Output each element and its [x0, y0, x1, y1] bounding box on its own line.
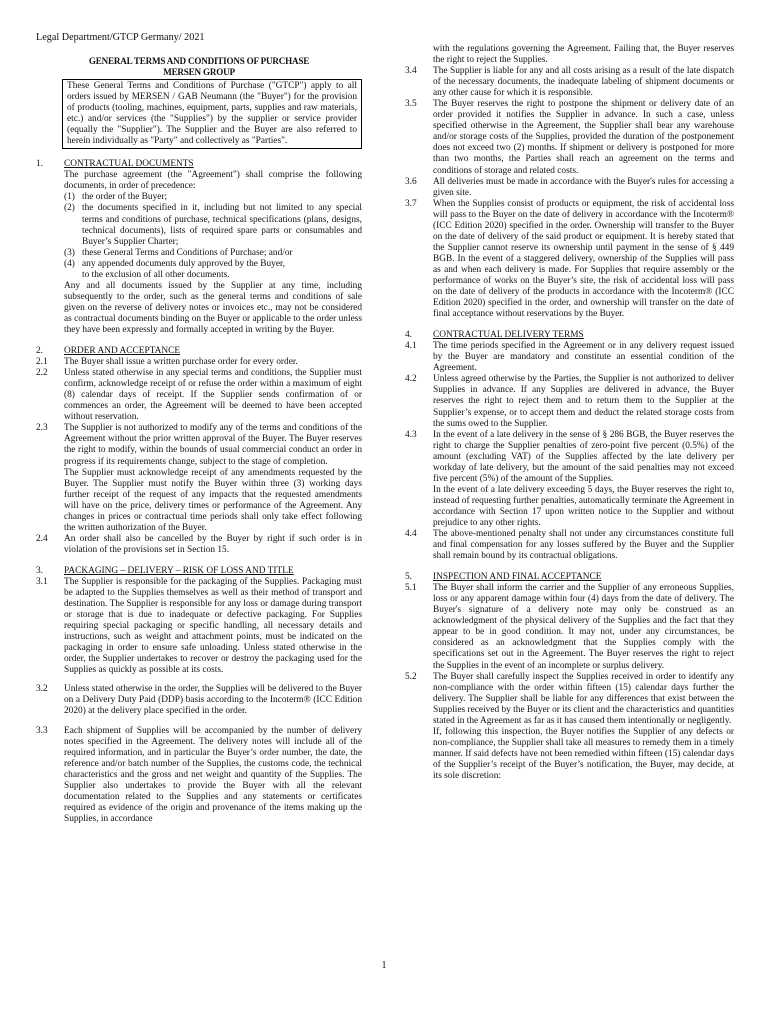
paragraph: Any and all documents issued by the Supplier at any time, including subsequently to the order, such as the general terms and conditions of sale given on the reverse of delivery notes or invoices etc., may not be considered as contractual documents binding on the Buyer or applicable to the order unless they have been expressly and formally accepted in writing by the Buyer.	[64, 280, 362, 335]
clause: 4.4 The above-mentioned penalty shall not under any circumstances constitute full and final compensation for any losses suffered by the Buyer and the Supplier shall remain bound by its contractual obligations.	[405, 529, 734, 562]
clause: 3.1 The Supplier is responsible for the packaging of the Supplies. Packaging must be adapted to the Supplies themselves as well as their method of transport and destination. The Supplier is responsible for any loss or damage during transport or storage that is due to inadequate or defective packaging. For Supplies requiring special packaging or specific handling, all necessary details and instructions, such as weight and attachment points, must be indicated on the packaging in order to ensure safe unloading. Unless stated otherwise in the order, the Supplier undertakes to recover or destroy the packaging used for the Supplies as quickly as possible at its costs.	[36, 576, 362, 676]
clause: 2.1 The Buyer shall issue a written purchase order for every order.	[36, 357, 298, 368]
section-4	[405, 330, 734, 562]
clause: 5.2 The Buyer shall carefully inspect the Supplies received in order to identify any non-compliance with the order within fifteen (15) calendar days further the delivery. The Supplier shall be liable for any differences that exist between the Supplies received by the Buyer or its client and the characteristics and quantities stated in the Agreement as far as it has caused them intentionally or negligently.	[405, 671, 734, 726]
section-number: 5.	[405, 572, 413, 583]
clause: 3.5 The Buyer reserves the right to postpone the shipment or delivery date of an order provided it notifies the Supplier in advance. In such a case, unless specified otherwise in the Agreement, the Supplier shall bear any warehouse and/or storage costs of the Supplies, provided the duration of the postponement does not exceed two (2) months. If shipment or delivery is postponed for more than two months, the Parties shall reach an agreement on the terms and conditions of storage and related costs.	[405, 99, 734, 176]
clause: 3.4 The Supplier is liable for any and all costs arising as a result of the late dispatch of the necessary documents, the inadequate labeling of shipment documents or any other cause for which it is responsible.	[405, 66, 734, 99]
section-5	[405, 572, 734, 782]
paragraph: In the event of a late delivery exceeding 5 days, the Buyer reserves the right to, instead of requesting further penalties, automatically terminate the Agreement in accordance with Section 17 upon written notice to the Supplier and without prejudice to any other rights.	[433, 484, 734, 528]
paragraph: The purchase agreement (the "Agreement") shall comprise the following documents, in order of precedence:	[64, 170, 362, 192]
section-heading: CONTRACTUAL DOCUMENTS	[64, 159, 194, 170]
left-column	[36, 56, 362, 825]
section-2	[36, 346, 362, 556]
paragraph: with the regulations governing the Agreement. Failing that, the Buyer reserves the right to reject the Supplies.	[433, 44, 734, 66]
list-item: (3) these General Terms and Conditions of Purchase; and/or	[64, 247, 293, 258]
clause: 2.2 Unless stated otherwise in any special terms and conditions, the Supplier must confirm, acknowledge receipt of or refuse the order within a maximum of eight (8) calendar days of receipt. If the Supplier sends confirmation of or commences an order, the Agreement will be deemed to have been accepted without reservation.	[36, 368, 362, 423]
list-item: (2) the documents specified in it, including but not limited to any special terms and conditions of purchase, technical specifications (plans, designs, technical documents), lists of required spare parts or consumables and Buyer’s Supplier Charter;	[64, 203, 362, 247]
section-1	[36, 159, 362, 336]
clause: 5.1 The Buyer shall inform the carrier and the Supplier of any erroneous Supplies, loss or any apparent damage within four (4) days from the date of delivery. The Buyer's signature of a delivery note may only be construed as an acknowledgment of the physical delivery of the Supplies and the fact that they appear to be in good condition. It may not, under any circumstances, be considered as an acknowledgment that the Supplies comply with the specifications set out in the Agreement. The Buyer reserves the right to reject the Supplies in the event of an incomplete or surplus delivery.	[405, 583, 734, 671]
section-heading: CONTRACTUAL DELIVERY TERMS	[433, 330, 584, 341]
list-item: (4) any appended documents duly approved by the Buyer,	[64, 258, 286, 269]
document-subtitle: MERSEN GROUP	[163, 67, 235, 77]
section-heading: ORDER AND ACCEPTANCE	[64, 346, 181, 357]
clause: 4.1 The time periods specified in the Agreement or in any delivery request issued by the Buyer are mandatory and constitute an essential condition of the Agreement.	[405, 341, 734, 374]
right-column	[405, 44, 734, 782]
clause: 3.7 When the Supplies consist of products or equipment, the risk of accidental loss will pass to the Buyer on the date of delivery in accordance with the Incoterm® (ICC Edition 2020) specified in the order. Ownership will transfer to the Buyer on the date of delivery of the said product or equipment. It is hereby stated that the Supplier cannot reserve its ownership until payment in the sense of § 449 BGB. In the event of a staggered delivery, ownership of the Supplies will pass as and when each delivery is made. For Supplies that require assembly or the performance of works on the Buyer’s site, the risk of accidental loss will pass on the date of delivery of the products in accordance with the Incoterm® (ICC Edition 2020) specified in the order, and ownership will transfer on the date of final acceptance without reservations by the Buyer.	[405, 198, 734, 320]
paragraph: If, following this inspection, the Buyer notifies the Supplier of any defects or non-compliance, the Supplier shall take all measures to remedy them in a timely manner. If said defects have not been remedied within fifteen (15) calendar days of the Supplier’s receipt of the Buyer’s notification, the Buyer, may decide, at its sole discretion:	[433, 726, 734, 781]
section-heading: INSPECTION AND FINAL ACCEPTANCE	[433, 572, 602, 583]
clause: 2.3 The Supplier is not authorized to modify any of the terms and conditions of the Agreement without the prior written approval of the Buyer. The Buyer reserves the right to modify, within the bounds of usual commercial conduct an order in progress if its requirements change, subject to the stage of completion.	[36, 423, 362, 467]
section-3	[36, 566, 362, 825]
clause: 3.3 Each shipment of Supplies will be accompanied by the number of delivery notes specified in the Agreement. The delivery notes will include all of the required information, and in particular the Buyer’s order number, the date, the reference and/or batch number of the Supplies, the customs code, the technical characteristics and the gross and net weight and quantity of the Supplies. The Supplier also undertakes to provide the Buyer with all the relevant documentation related to the Supplies and any statements or certificates required as evidence of the origin and provenance of the items making up the Supplies, in accordance	[36, 725, 362, 824]
clause: 4.2 Unless agreed otherwise by the Parties, the Supplier is not authorized to deliver Supplies in advance. If any Supplies are delivered in advance, the Buyer reserves the right to reject them and to return them to the Supplier at the Supplier’s expense, or to accept them and deduct the related storage costs from the sums owed to the Supplier.	[405, 374, 734, 429]
intro-box: These General Terms and Conditions of Purchase ("GTCP") apply to all orders issued by MERSEN / GAB Neumann (the "Buyer") for the provision of products (tooling, machines, equipment, parts, supplies and raw materials, etc.) and/or services (the "Supplies") by the supplier or service provider (equally the "Supplier"). The Supplier and the Buyer are also referred to herein individually as "Party" and collectively as "Parties".	[62, 79, 362, 149]
document-title: GENERAL TERMS AND CONDITIONS OF PURCHASE	[88, 56, 310, 66]
section-number: 4.	[405, 330, 413, 341]
list-tail: to the exclusion of all other documents.	[82, 269, 230, 280]
clause: 4.3 In the event of a late delivery in the sense of § 286 BGB, the Buyer reserves the right to charge the Supplier penalties of zero-point five percent (0.5%) of the amount (excluding VAT) of the Supplies affected by the late delivery per workday of late delivery, but the amount of the said penalties may not exceed five percent (5%) of the amount of the Supplies.	[405, 429, 734, 484]
section-number: 2.	[36, 346, 44, 357]
clause: 2.4 An order shall also be cancelled by the Buyer by right if such order is in violation of the provisions set in Section 15.	[36, 533, 362, 555]
page-number: 1	[381, 960, 387, 971]
clause: 3.6 All deliveries must be made in accordance with the Buyer's rules for accessing a given site.	[405, 176, 734, 198]
clause: 3.2 Unless stated otherwise in the order, the Supplies will be delivered to the Buyer on a Delivery Duty Paid (DDP) basis according to the Incoterm® (ICC Edition 2020) at the delivery place specified in the order.	[36, 684, 362, 717]
paragraph: The Supplier must acknowledge receipt of any amendments requested by the Buyer. The Supplier must notify the Buyer within three (3) working days further receipt of the request of any impacts that the requested amendments will have on the price, delivery times or performance of the Agreement. Any changes in prices or contractual time periods shall only take effect following the written authorization of the Buyer.	[64, 467, 362, 533]
section-number: 1.	[36, 159, 44, 170]
section-heading: PACKAGING – DELIVERY – RISK OF LOSS AND TITLE	[64, 565, 294, 576]
section-number: 3.	[36, 565, 44, 576]
list-item: (1) the order of the Buyer;	[64, 192, 168, 203]
document-header: Legal Department/GTCP Germany/ 2021	[36, 32, 205, 43]
